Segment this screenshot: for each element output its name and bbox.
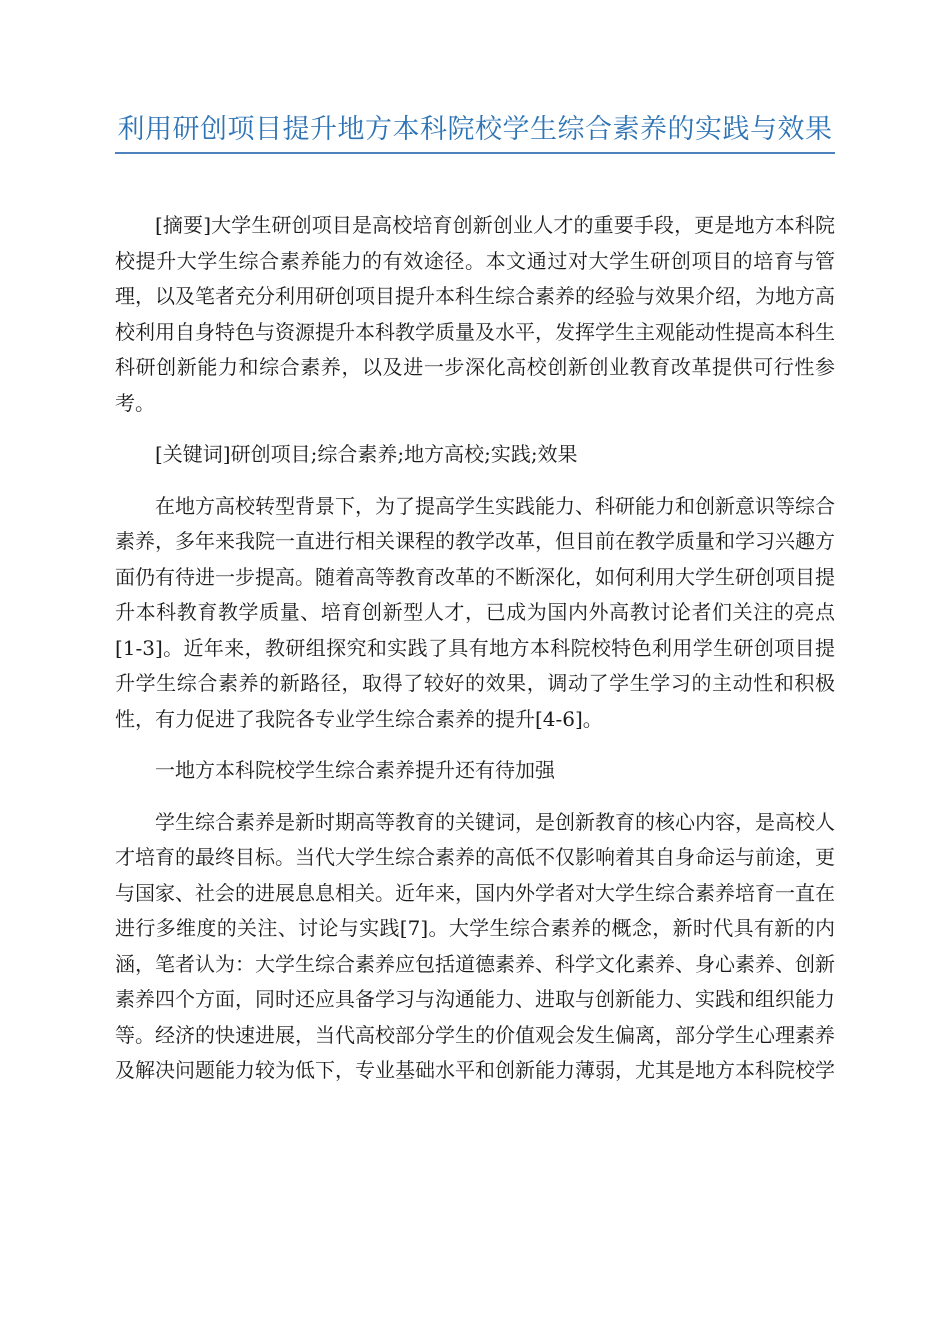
intro-paragraph: 在地方高校转型背景下，为了提高学生实践能力、科研能力和创新意识等综合素养，多年来我院一直进行相关课程的教学改革，但目前在教学质量和学习兴趣方面仍有待进一步提高。随着高等教育改革的不断深化，如何利用大学生研创项目提升本科教育教学质量、培育创新型人才，已成为国内外高教讨论者们关注的亮点[1-3]。近年来，教研组探究和实践了具有地方本科院校特色利用学生研创项目提升学生综合素养的新路径，取得了较好的效果，调动了学生学习的主动性和积极性，有力促进了我院各专业学生综合素养的提升[4-6]。 (115, 493, 835, 731)
title-block (115, 112, 835, 154)
document-title: 利用研创项目提升地方本科院校学生综合素养的实践与效果 (117, 114, 833, 145)
section-heading: 一地方本科院校学生综合素养提升还有待加强 (155, 758, 555, 782)
section-paragraph: 学生综合素养是新时期高等教育的关键词，是创新教育的核心内容，是高校人才培育的最终目标。当代大学生综合素养的高低不仅影响着其自身命运与前途，更与国家、社会的进展息息相关。近年来，国内外学者对大学生综合素养培育一直在进行多维度的关注、讨论与实践[7]。大学生综合素养的概念，新时代具有新的内涵，笔者认为：大学生综合素养应包括道德素养、科学文化素养、身心素养、创新素养四个方面，同时还应具备学习与沟通能力、进取与创新能力、实践和组织能力等。经济的快速进展，当代高校部分学生的价值观会发生偏离，部分学生心理素养及解决问题能力较为低下，专业基础水平和创新能力薄弱，尤其是地方本科院校学 (115, 809, 835, 1082)
abstract-paragraph: [摘要]大学生研创项目是高校培育创新创业人才的重要手段，更是地方本科院校提升大学生综合素养能力的有效途径。本文通过对大学生研创项目的培育与管理，以及笔者充分利用研创项目提升本科生综合素养的经验与效果介绍，为地方高校利用自身特色与资源提升本科教学质量及水平，发挥学生主观能动性提高本科生科研创新能力和综合素养，以及进一步深化高校创新创业教育改革提供可行性参考。 (115, 213, 835, 415)
document-body (115, 208, 835, 1105)
keywords-paragraph: [关键词]研创项目;综合素养;地方高校;实践;效果 (155, 442, 578, 466)
